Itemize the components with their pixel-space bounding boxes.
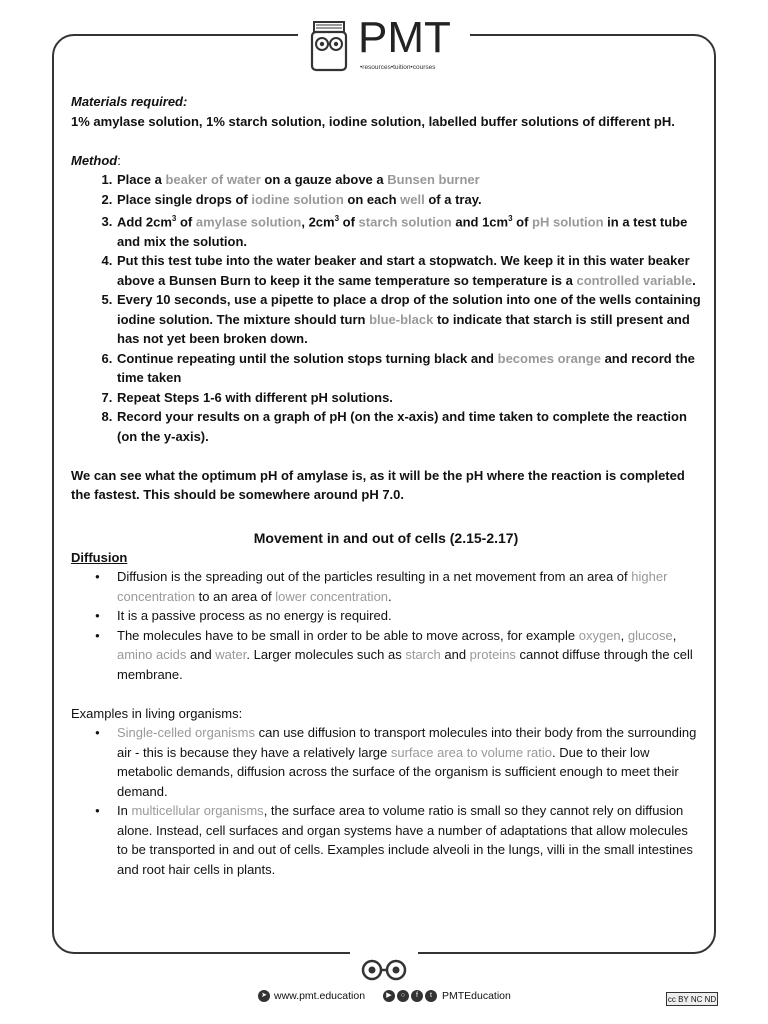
page-content <box>71 92 701 879</box>
method-steps <box>71 170 701 446</box>
diffusion-heading: Diffusion <box>71 549 128 565</box>
method-step: 5. Every 10 seconds, use a pipette to place a drop of the solution into one of the wells containing iodine solution. The mixture should turn blue-black to indicate that starch is still present and has not yet been broken down. <box>116 290 701 349</box>
list-item: ● The molecules have to be small in order to be able to move across, for example oxygen, glucose, amino acids and water. Larger molecules such as starch and proteins cannot diffuse through the cell membrane. <box>117 626 701 685</box>
materials-heading: Materials required: <box>71 94 188 109</box>
method-step: 3. Add $2cm^3$ of amylase solution, $2cm^3$ of starch solution and $1cm^3$ of pH solution in a test tube and mix the solution. <box>116 209 701 251</box>
twitter-icon: t <box>425 990 437 1002</box>
examples-bullets <box>71 723 701 879</box>
method-step: 7. Repeat Steps 1-6 with different pH solutions. <box>116 388 701 408</box>
footer-website[interactable]: ➤ www.pmt.education <box>258 990 365 1002</box>
list-item: ● In multicellular organisms, the surface area to volume ratio is small so they cannot rely on diffusion alone. Instead, cell surfaces and organ systems have a number of adaptations that allow molecules to be transported in and out of cells. Examples include alveoli in the lungs, villi in the small intestines and root hair cells in plants. <box>117 801 701 879</box>
list-item: ● Single-celled organisms can use diffusion to transport molecules into their body from the surrounding air - this is because they have a relatively large surface area to volume ratio. Due to their low metabolic demands, diffusion across the surface of the organism is sufficient enough to meet their demand. <box>117 723 701 801</box>
pmt-mascot-icon <box>306 16 352 74</box>
method-step: 4. Put this test tube into the water beaker and start a stopwatch. We keep it in this water beaker above a Bunsen Burn to keep it the same temperature so temperature is a controlled variable. <box>116 251 701 290</box>
footer <box>0 990 768 1010</box>
facebook-icon: f <box>411 990 423 1002</box>
list-item: ● It is a passive process as no energy is required. <box>117 606 701 626</box>
method-step: 8. Record your results on a graph of pH (on the x-axis) and time taken to complete the reaction (on the y-axis). <box>116 407 701 446</box>
method-step: 1. Place a beaker of water on a gauze above a Bunsen burner <box>116 170 701 190</box>
glasses-icon <box>354 958 414 982</box>
conclusion-text: We can see what the optimum pH of amylase is, as it will be the pH where the reaction is completed the fastest. This should be somewhere around pH 7.0. <box>71 467 685 503</box>
logo-wordmark: PMT <box>358 13 451 62</box>
youtube-icon: ▶ <box>383 990 395 1002</box>
list-item: ● Diffusion is the spreading out of the particles resulting in a net movement from an area of higher concentration to an area of lower concentration. <box>117 567 701 606</box>
logo-tagline: •resources•tuition•courses <box>360 64 436 71</box>
diffusion-bullets <box>71 567 701 684</box>
materials-text: 1% amylase solution, 1% starch solution, iodine solution, labelled buffer solutions of different pH. <box>71 113 675 129</box>
method-heading: Method: <box>71 152 121 168</box>
examples-heading: Examples in living organisms: <box>71 705 243 721</box>
license-badge: cc BY NC ND <box>666 992 718 1006</box>
footer-social[interactable]: ▶ ○ f t PMTEducation <box>383 990 511 1002</box>
method-step: 2. Place single drops of iodine solution on each well of a tray. <box>116 190 701 210</box>
cursor-icon: ➤ <box>258 990 270 1002</box>
section-title: Movement in and out of cells (2.15-2.17) <box>253 529 519 546</box>
instagram-icon: ○ <box>397 990 409 1002</box>
method-step: 6. Continue repeating until the solution stops turning black and becomes orange and record the time taken <box>116 349 701 388</box>
pmt-logo <box>306 13 466 76</box>
